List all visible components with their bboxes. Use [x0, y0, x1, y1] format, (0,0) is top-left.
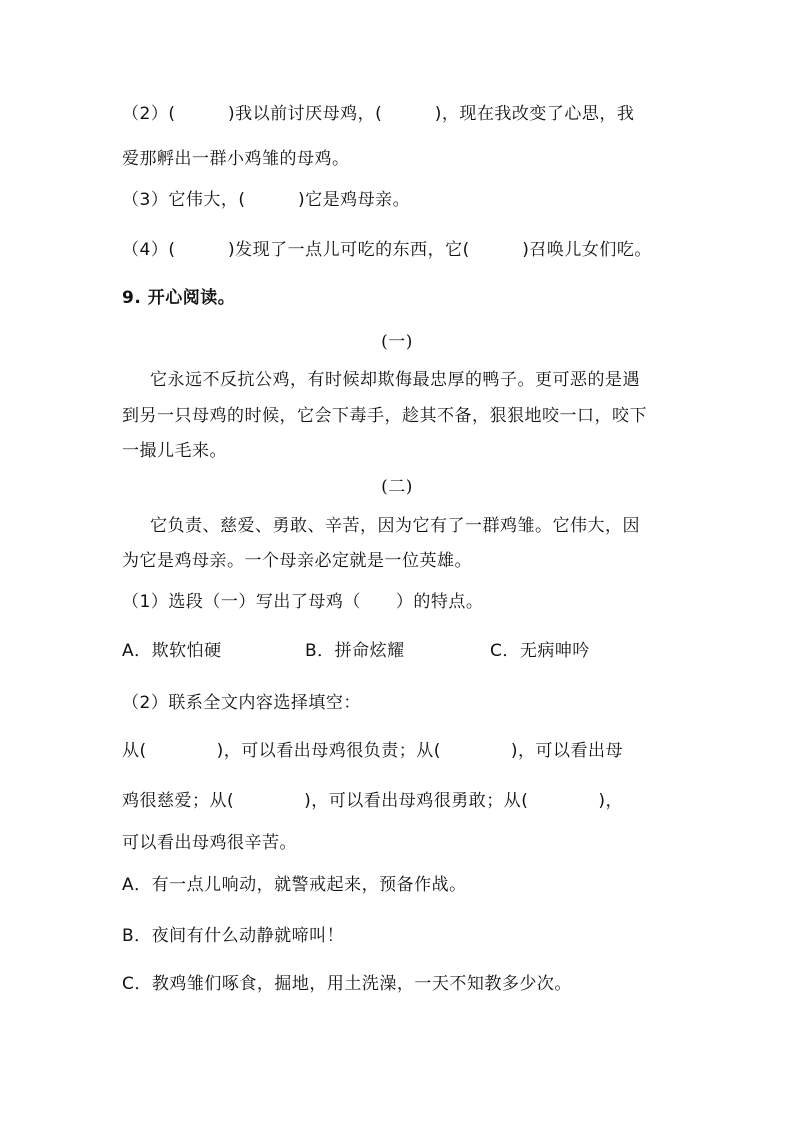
q9-sub2-option-c: C．教鸡雏们啄食，掘地，用土洗澡，一天不知教多少次。 [122, 974, 572, 994]
q9-sub1-option-b: B．拼命炫耀 [305, 641, 405, 661]
q9-sub2-prompt: （2）联系全文内容选择填空： [122, 693, 361, 713]
q8-item4: （4）( )发现了一点儿可吃的东西，它( )召唤儿女们吃。 [122, 240, 652, 260]
passage1-line2: 到另一只母鸡的时候，它会下毒手，趁其不备，狠狠地咬一口，咬下 [122, 406, 647, 426]
q9-sub2-line3: 可以看出母鸡很辛苦。 [122, 833, 297, 853]
passage2-line1: 它负责、慈爱、勇敢、辛苦，因为它有了一群鸡雏。它伟大，因 [150, 516, 640, 536]
passage1-line1: 它永远不反抗公鸡，有时候却欺侮最忠厚的鸭子。更可恶的是遇 [150, 370, 640, 390]
q9-sub1-option-a: A．欺软怕硬 [122, 641, 222, 661]
q9-sub2-option-a: A．有一点儿响动，就警戒起来，预备作战。 [122, 875, 467, 895]
passage2-title: (二) [381, 477, 413, 497]
passage2-line2: 为它是鸡母亲。一个母亲必定就是一位英雄。 [122, 551, 472, 571]
q9-sub2-line1: 从( )，可以看出母鸡很负责；从( )，可以看出母 [122, 741, 624, 761]
q9-heading: 9. 开心阅读。 [122, 288, 236, 308]
q8-item2-line1: （2）( )我以前讨厌母鸡，( )，现在我改变了心思，我 [122, 104, 635, 124]
passage1-line3: 一撮儿毛来。 [122, 441, 227, 461]
q9-sub2-option-b: B．夜间有什么动静就啼叫！ [122, 926, 345, 946]
q8-item2-line2: 爱那孵出一群小鸡雏的母鸡。 [122, 149, 350, 169]
q9-sub1-prompt: （1）选段（一）写出了母鸡（ ）的特点。 [122, 592, 484, 612]
q9-sub1-option-c: C．无病呻吟 [490, 641, 590, 661]
q8-item3: （3）它伟大，( )它是鸡母亲。 [122, 190, 411, 210]
q9-sub2-line2: 鸡很慈爱；从( )，可以看出母鸡很勇敢；从( )， [122, 791, 624, 811]
passage1-title: (一) [381, 332, 413, 352]
